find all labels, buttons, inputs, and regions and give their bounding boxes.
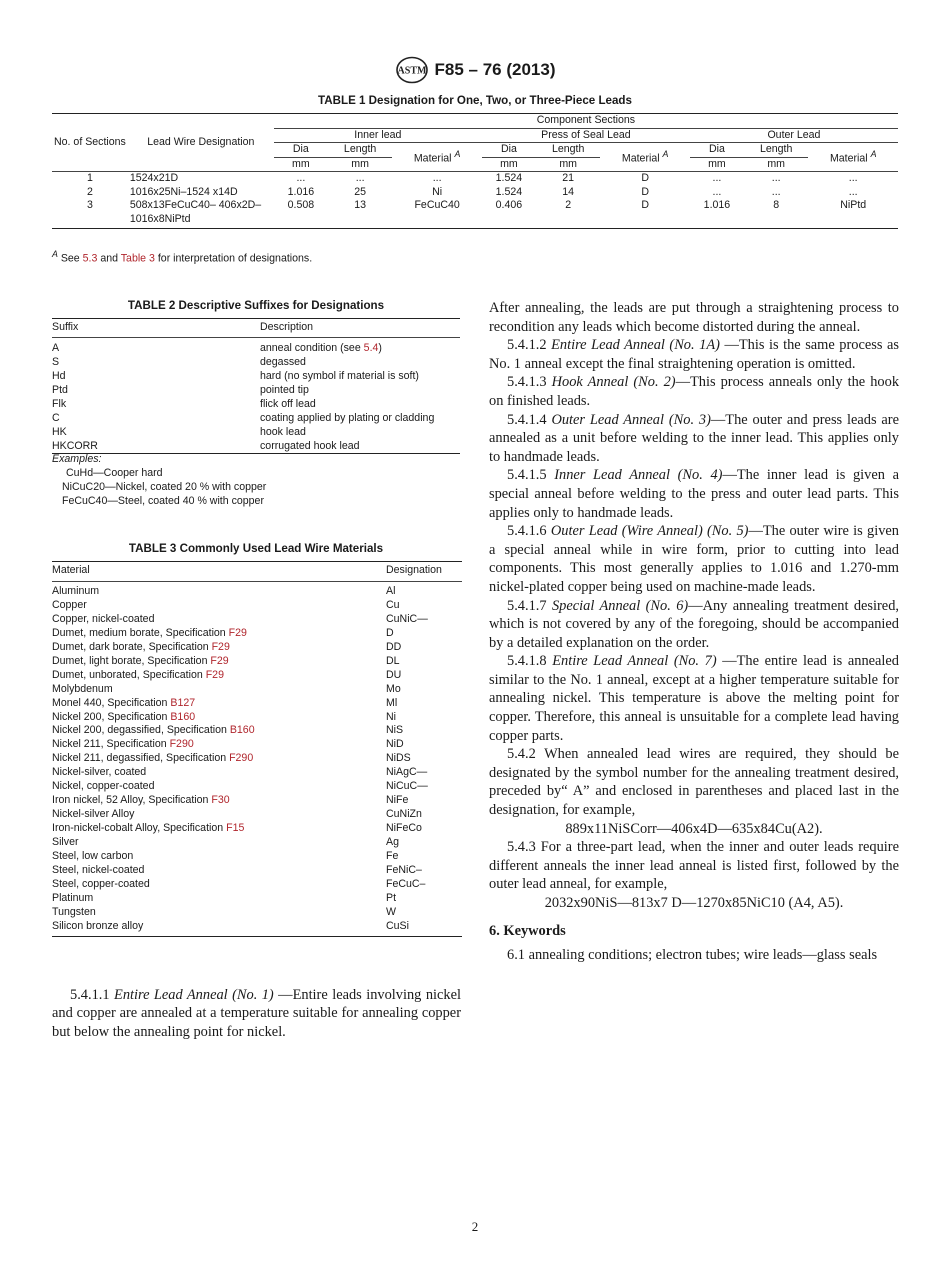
table3-cell-designation: NiCuC— — [386, 780, 428, 793]
table3-cell-material: Aluminum — [52, 584, 100, 597]
table2-cell: S — [52, 356, 60, 368]
table1-header-material: Material $^A$ — [621, 148, 669, 165]
paragraph-continuation: After annealing, the leads are put through a straightening process to recondition any leads which become distorted during the anneal. — [489, 300, 899, 335]
paragraph-5-4-1-5: 5.4.1.5 Inner Lead Anneal (No. 4)—The inner lead is given a special anneal before welding to the press and outer lead parts. This applies only to handmade leads. — [489, 467, 899, 521]
table1-cell: ... — [771, 185, 781, 198]
table3-cell-designation: W — [386, 905, 396, 918]
keywords-heading: 6. Keywords — [489, 922, 566, 939]
ref-link[interactable]: B127 — [170, 696, 196, 709]
astm-logo-text: ASTM — [397, 65, 426, 77]
table-row — [52, 613, 462, 627]
table1-cell: NiPtd — [808, 199, 898, 229]
ref-link[interactable]: F290 — [169, 738, 194, 751]
paragraph-5-4-1-4: 5.4.1.4 Outer Lead Anneal (No. 3)—The outer and press leads are annealed as a unit before welding to the inner lead. This applies only to handmade leads. — [489, 411, 899, 465]
ref-link[interactable]: 5.4 — [363, 342, 379, 354]
table-row — [52, 878, 462, 892]
table1-header-dia: Dia — [690, 143, 744, 158]
table3-cell-designation: Pt — [386, 891, 397, 904]
example-item: NiCuC20—Nickel, coated 20 % with copper — [62, 481, 267, 493]
table1-header-outer-lead: Outer Lead — [690, 128, 898, 143]
table-row — [52, 186, 898, 200]
table2-cell: pointed tip — [260, 384, 309, 396]
table1-cell: ... — [848, 185, 858, 198]
example-designation: 889x11NiSCorr—406x4D—635x84Cu(A2). — [565, 820, 823, 837]
table1-cell: 14 — [562, 185, 575, 198]
table3-cell-material: Nickel 200, degassified, Specification B160 — [52, 724, 255, 737]
table1-cell: Ni — [432, 185, 443, 198]
table1-cell: ... — [744, 172, 808, 186]
table1-cell: 0.508 — [274, 199, 328, 229]
table3-header-designation: Designation — [386, 562, 462, 582]
table3-cell-designation: NiAgC— — [386, 766, 428, 779]
table1-cell: 1.524 — [495, 185, 523, 198]
table1-cell: 508x13FeCuC40– 406x2D–1016x8NiPtd — [128, 199, 274, 229]
table3-cell-material: Tungsten — [52, 905, 96, 918]
table-row — [52, 338, 460, 356]
table1-header-unit: mm — [559, 157, 577, 170]
table2-cell: corrugated hook lead — [256, 439, 460, 454]
paragraph-5-4-3: 5.4.3 For a three-part lead, when the inner and outer leads require different anneals the inner lead anneal is listed first, followed by the outer lead anneal, for example, — [489, 839, 899, 893]
table1-cell: 1 — [52, 172, 128, 186]
table-row — [52, 581, 462, 598]
table3-cell-material: Iron nickel, 52 Alloy, Specification F30 — [52, 794, 230, 807]
ref-link[interactable]: F29 — [210, 654, 229, 667]
table3-cell-material: Nickel 211, Specification F290 — [52, 738, 194, 751]
table1-header-unit: mm — [292, 157, 310, 170]
table3-cell-designation: DL — [386, 654, 400, 667]
table2-cell: flick off lead — [260, 398, 316, 410]
table1-cell: FeCuC40 — [392, 199, 482, 229]
table1-cell: 2 — [86, 185, 93, 198]
table2-header-description: Description — [256, 319, 460, 338]
table1-cell: 1.016 — [690, 199, 744, 229]
table1-header-material: Material $^A$ — [413, 148, 461, 165]
table3-cell-material: Nickel, copper-coated — [52, 780, 155, 793]
table3-cell-designation: CuNiZn — [386, 808, 422, 821]
table2-header-suffix: Suffix — [52, 319, 256, 338]
table3-cell-designation: DU — [386, 668, 402, 681]
table-row — [52, 766, 462, 780]
table3-cell-designation: NiDS — [386, 752, 411, 765]
table2-cell: Hd — [52, 370, 66, 382]
table3-cell-material: Dumet, medium borate, Specification F29 — [52, 626, 247, 639]
table3-cell-designation: NiFe — [386, 794, 409, 807]
table-row — [52, 411, 460, 425]
table1-header-length: Length — [536, 143, 600, 158]
table2-examples — [52, 452, 266, 508]
page-number: 2 — [471, 1219, 479, 1234]
table-row — [52, 655, 462, 669]
table-row — [52, 641, 462, 655]
table1-cell: ... — [274, 172, 328, 186]
table1-cell: ... — [712, 185, 722, 198]
table3-cell-designation: FeNiC– — [386, 864, 422, 877]
table-row — [52, 794, 462, 808]
table3-cell-designation: Cu — [386, 598, 400, 611]
table1-caption: TABLE 1 Designation for One, Two, or Three-Piece Leads — [318, 94, 632, 107]
table3-cell-material: Dumet, dark borate, Specification F29 — [52, 640, 230, 653]
table-row — [52, 752, 462, 766]
table2-caption: TABLE 2 Descriptive Suffixes for Designations — [127, 299, 385, 312]
table3-cell-material: Steel, low carbon — [52, 850, 134, 863]
table1-cell: 8 — [744, 199, 808, 229]
table-row — [52, 892, 462, 906]
table-row — [52, 864, 462, 878]
table2-cell: hook lead — [260, 426, 306, 438]
table1-cell: 25 — [354, 185, 367, 198]
table3-cell-material: Iron-nickel-cobalt Alloy, Specification F15 — [52, 822, 245, 835]
table-row — [52, 808, 462, 822]
table3-cell-designation: NiS — [386, 724, 404, 737]
table3-cell-designation: NiD — [386, 738, 404, 751]
table3-cell-material: Nickel-silver Alloy — [52, 808, 135, 821]
table-row — [52, 920, 462, 936]
table3-cell-designation: Al — [386, 584, 396, 597]
table3-cell-material: Platinum — [52, 891, 94, 904]
table3-cell-designation: FeCuC– — [386, 877, 426, 890]
table-row — [52, 697, 462, 711]
ref-link[interactable]: 5.3 — [82, 252, 98, 265]
table3-caption: TABLE 3 Commonly Used Lead Wire Materials — [128, 542, 384, 555]
table2-cell: A — [52, 342, 60, 354]
table1-cell: 13 — [328, 199, 392, 229]
table3-cell-material: Nickel 200, Specification B160 — [52, 710, 196, 723]
ref-link[interactable]: B160 — [170, 710, 196, 723]
ref-link[interactable]: B160 — [229, 724, 255, 737]
ref-link[interactable]: F29 — [211, 640, 230, 653]
paragraph-5-4-1-2: 5.4.1.2 Entire Lead Anneal (No. 1A) —This is the same process as No. 1 anneal except the final straightening operation is omitted. — [489, 337, 899, 372]
table-row — [52, 711, 462, 725]
table1-cell: ... — [690, 172, 744, 186]
table1-header-unit: mm — [708, 157, 726, 170]
table3-cell-material: Nickel-silver, coated — [52, 766, 147, 779]
example-designation: 2032x90NiS—813x7 D—1270x85NiC10 (A4, A5). — [544, 895, 844, 911]
table1-cell: 2 — [536, 199, 600, 229]
table2-cell: HK — [52, 426, 67, 438]
table1-cell: 1016x25Ni–1524 x14D — [129, 185, 238, 198]
table-row — [52, 822, 462, 836]
paragraph-5-4-1-7: 5.4.1.7 Special Anneal (No. 6)—Any annealing treatment desired, which is not covered by any of the foregoing, should be accompanied by a detailed explanation on the order. — [489, 597, 899, 651]
table1-header-designation: Lead Wire Designation — [128, 114, 274, 172]
table2-cell: degassed — [260, 356, 306, 368]
example-item: FeCuC40—Steel, coated 40 % with copper — [62, 495, 264, 507]
table1-header-dia: Dia — [274, 143, 328, 158]
paragraph-5-4-1-3: 5.4.1.3 Hook Anneal (No. 2)—This process anneals only the hook on finished leads. — [489, 374, 900, 409]
table2 — [52, 318, 460, 454]
table3-cell-designation: DD — [386, 640, 402, 653]
table1-cell: D — [600, 172, 690, 186]
table-row — [52, 425, 460, 439]
table1-header-inner-lead: Inner lead — [274, 128, 482, 143]
page-header — [0, 56, 950, 84]
table3-cell-designation: Mo — [386, 682, 401, 695]
table-row — [52, 599, 462, 613]
table-row — [52, 906, 462, 920]
table-row — [52, 369, 460, 383]
ref-link[interactable]: Table 3 — [120, 252, 155, 265]
paragraph-5-4-1-8: 5.4.1.8 Entire Lead Anneal (No. 7) —The entire lead is annealed similar to the No. 1 anneal, except at a higher temperature suitable for annealing nickel. This temperature is above the melting point for copper. Therefore, this anneal is unsuitable for a complete lead having copper parts. — [489, 653, 899, 744]
table1-cell: D — [641, 185, 649, 198]
table3-cell-designation: NiFeCo — [386, 822, 422, 835]
table3-cell-material: Copper — [52, 598, 87, 611]
table3-cell-material: Copper, nickel-coated — [52, 612, 155, 625]
table-row — [52, 836, 462, 850]
table-row — [52, 397, 460, 411]
table3-cell-designation: Ni — [386, 710, 397, 723]
table-row — [52, 780, 462, 794]
table2-cell: HKCORR — [52, 439, 256, 454]
ref-link[interactable]: F29 — [228, 626, 247, 639]
table1-header-dia: Dia — [482, 143, 536, 158]
table-row — [52, 199, 898, 229]
table-row — [52, 172, 898, 186]
paragraph-5-4-1-1: 5.4.1.1 Entire Lead Anneal (No. 1) —Entire leads involving nickel and copper are annealed at a temperature suitable for annealing copper but below the annealing point for nickel. — [52, 987, 461, 1040]
table1-cell: D — [600, 199, 690, 229]
table3-cell-material: Molybdenum — [52, 682, 113, 695]
paragraph-5-4-2: 5.4.2 When annealed lead wires are required, they should be designated by the symbol number for the annealing treatment desired, preceded by“ A” and enclosed in parentheses and placed last in the designation, for example, — [489, 746, 899, 819]
table1-header-material: Material $^A$ — [829, 148, 877, 165]
table1-cell: 21 — [536, 172, 600, 186]
table2-cell: Ptd — [52, 384, 68, 396]
table3-cell-material: Dumet, unborated, Specification F29 — [52, 668, 224, 681]
table-row — [52, 627, 462, 641]
table1-header-sections: No. of Sections — [52, 114, 128, 172]
table1-header-press-seal-lead: Press of Seal Lead — [482, 128, 690, 143]
table3-cell-material: Silicon bronze alloy — [52, 920, 386, 936]
ref-link[interactable]: F30 — [211, 794, 230, 807]
table3-cell-designation: Fe — [386, 850, 399, 863]
keywords-text: 6.1 annealing conditions; electron tubes; wire leads—glass seals — [507, 947, 878, 964]
table2-cell: hard (no symbol if material is soft) — [260, 370, 419, 382]
table3-cell-material: Silver — [52, 836, 79, 849]
table3-cell-material: Dumet, light borate, Specification F29 — [52, 654, 229, 667]
ref-link[interactable]: F29 — [205, 668, 224, 681]
table3 — [52, 561, 462, 937]
table1-header-unit: mm — [500, 157, 518, 170]
table1 — [52, 113, 898, 229]
table1-cell: 3 — [52, 199, 128, 229]
table1-cell: ... — [392, 172, 482, 186]
table-row — [52, 383, 460, 397]
table2-cell: coating applied by plating or cladding — [260, 412, 435, 424]
ref-link[interactable]: F290 — [229, 752, 254, 765]
paragraph-5-4-1-6: 5.4.1.6 Outer Lead (Wire Anneal) (No. 5)—The outer wire is given a special anneal while in wire form, prior to cutting into lead components. This most generally applies to 1.016 and 1.270-mm nickel-plated copper being used on machine-made leads. — [489, 523, 899, 595]
example-item: CuHd—Cooper hard — [66, 467, 163, 479]
table3-cell-material: Steel, nickel-coated — [52, 864, 145, 877]
table3-cell-designation: Ml — [386, 696, 398, 709]
table-row — [52, 669, 462, 683]
table1-header-component-sections: Component Sections — [274, 114, 898, 129]
table1-footnote: $^A$ See 5.3 and Table 3 for interpretation of designations. — [52, 249, 313, 265]
document-designation: F85 – 76 (2013) — [434, 60, 556, 79]
table1-cell: 0.406 — [482, 199, 536, 229]
right-column — [489, 299, 899, 965]
table-row — [52, 850, 462, 864]
table3-cell-designation: Ag — [386, 836, 399, 849]
table3-cell-material: Steel, copper-coated — [52, 877, 150, 890]
table1-cell: ... — [328, 172, 392, 186]
table1-cell: 1524x21D — [128, 172, 274, 186]
table2-cell: C — [52, 412, 60, 424]
table1-cell: 1.524 — [482, 172, 536, 186]
table-row — [52, 683, 462, 697]
table1-header-length: Length — [744, 143, 808, 158]
table3-cell-designation: D — [386, 626, 394, 639]
table-row — [52, 355, 460, 369]
astm-logo — [395, 56, 429, 84]
table3-cell-material: Nickel 211, degassified, Specification F290 — [52, 752, 254, 765]
table3-header-material: Material — [52, 562, 386, 582]
table1-header-unit: mm — [767, 157, 786, 170]
table3-cell-material: Monel 440, Specification B127 — [52, 696, 196, 709]
table-row — [52, 738, 462, 752]
table3-cell-designation: CuNiC— — [386, 612, 428, 625]
table1-header-unit: mm — [351, 157, 369, 170]
table-row — [52, 724, 462, 738]
table1-cell: ... — [808, 172, 898, 186]
table2-cell: Flk — [52, 398, 67, 410]
ref-link[interactable]: F15 — [226, 822, 245, 835]
table1-cell: 1.016 — [287, 185, 315, 198]
table1-header-length: Length — [328, 143, 392, 158]
table2-cell: anneal condition (see 5.4) — [260, 342, 382, 354]
examples-label: Examples: — [52, 453, 102, 465]
table3-cell-designation: CuSi — [386, 920, 462, 936]
